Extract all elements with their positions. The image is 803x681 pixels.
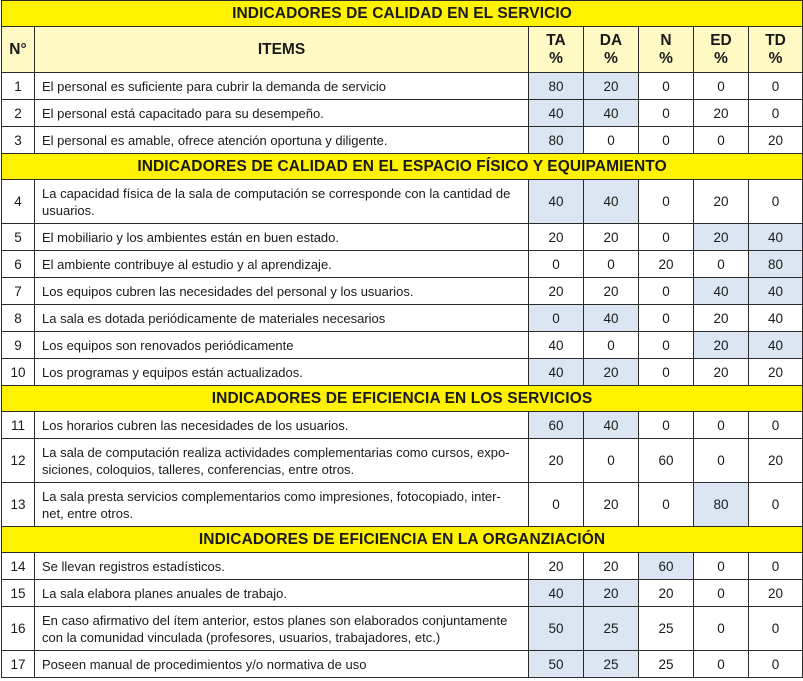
value-ta: 50 xyxy=(529,651,584,678)
section-header xyxy=(2,154,803,180)
value-da: 0 xyxy=(584,251,639,278)
value-ed: 20 xyxy=(694,359,749,386)
value-ed: 0 xyxy=(694,580,749,607)
value-da: 20 xyxy=(584,278,639,305)
table-row xyxy=(2,359,803,386)
item-text: El personal es suficiente para cubrir la demanda de servicio xyxy=(35,73,529,100)
value-ta: 50 xyxy=(529,607,584,651)
value-ed: 0 xyxy=(694,439,749,483)
value-n: 0 xyxy=(639,305,694,332)
table-row xyxy=(2,278,803,305)
row-number: 15 xyxy=(2,580,35,607)
value-n: 0 xyxy=(639,278,694,305)
value-ta: 40 xyxy=(529,332,584,359)
table-row xyxy=(2,332,803,359)
item-text: El personal está capacitado para su desempeño. xyxy=(35,100,529,127)
value-td: 0 xyxy=(749,412,803,439)
value-ta: 40 xyxy=(529,580,584,607)
section-header xyxy=(2,386,803,412)
section-title: INDICADORES DE CALIDAD EN EL ESPACIO FÍSICO Y EQUIPAMIENTO xyxy=(2,154,803,180)
column-header-row xyxy=(2,27,803,73)
col-header-items: ITEMS xyxy=(35,27,529,73)
value-ta: 20 xyxy=(529,553,584,580)
value-ta: 0 xyxy=(529,483,584,527)
value-da: 25 xyxy=(584,607,639,651)
value-ta: 20 xyxy=(529,278,584,305)
section-title: INDICADORES DE CALIDAD EN EL SERVICIO xyxy=(2,1,803,27)
row-number: 8 xyxy=(2,305,35,332)
indicators-table xyxy=(1,0,803,678)
value-da: 40 xyxy=(584,100,639,127)
row-number: 12 xyxy=(2,439,35,483)
value-n: 0 xyxy=(639,359,694,386)
value-da: 20 xyxy=(584,359,639,386)
row-number: 2 xyxy=(2,100,35,127)
value-td: 0 xyxy=(749,100,803,127)
value-n: 0 xyxy=(639,483,694,527)
value-ed: 0 xyxy=(694,412,749,439)
value-n: 0 xyxy=(639,332,694,359)
item-text: La sala es dotada periódicamente de materiales necesarios xyxy=(35,305,529,332)
table-row xyxy=(2,580,803,607)
value-ed: 20 xyxy=(694,100,749,127)
item-text: La sala elabora planes anuales de trabajo. xyxy=(35,580,529,607)
table-row xyxy=(2,251,803,278)
item-text: La sala de computación realiza actividades complementarias como cursos, expo-siciones, coloquios, talleres, conferencias, entre otros. xyxy=(35,439,529,483)
value-n: 0 xyxy=(639,73,694,100)
item-text: En caso afirmativo del ítem anterior, estos planes son elaborados conjuntamente con la comunidad vinculada (profesores, usuarios, trabajadores, etc.) xyxy=(35,607,529,651)
row-number: 10 xyxy=(2,359,35,386)
value-td: 0 xyxy=(749,607,803,651)
value-td: 20 xyxy=(749,580,803,607)
value-n: 25 xyxy=(639,607,694,651)
value-da: 0 xyxy=(584,332,639,359)
value-ed: 20 xyxy=(694,332,749,359)
value-n: 60 xyxy=(639,553,694,580)
table-row xyxy=(2,607,803,651)
item-text: Los equipos cubren las necesidades del personal y los usuarios. xyxy=(35,278,529,305)
row-number: 9 xyxy=(2,332,35,359)
value-n: 0 xyxy=(639,127,694,154)
row-number: 14 xyxy=(2,553,35,580)
item-text: Los programas y equipos están actualizados. xyxy=(35,359,529,386)
value-td: 0 xyxy=(749,73,803,100)
item-text: El ambiente contribuye al estudio y al aprendizaje. xyxy=(35,251,529,278)
value-td: 0 xyxy=(749,180,803,224)
value-td: 40 xyxy=(749,332,803,359)
item-text: Los horarios cubren las necesidades de los usuarios. xyxy=(35,412,529,439)
value-ed: 40 xyxy=(694,278,749,305)
col-header-td: TD % xyxy=(749,27,803,73)
value-td: 80 xyxy=(749,251,803,278)
item-text: El mobiliario y los ambientes están en buen estado. xyxy=(35,224,529,251)
table-row xyxy=(2,439,803,483)
item-text: La sala presta servicios complementarios como impresiones, fotocopiado, inter-net, entre otros. xyxy=(35,483,529,527)
section-header xyxy=(2,527,803,553)
value-ed: 0 xyxy=(694,73,749,100)
value-ta: 60 xyxy=(529,412,584,439)
value-n: 0 xyxy=(639,100,694,127)
value-da: 20 xyxy=(584,553,639,580)
value-td: 40 xyxy=(749,278,803,305)
value-ta: 0 xyxy=(529,305,584,332)
table-row xyxy=(2,412,803,439)
col-header-number: N° xyxy=(2,27,35,73)
table-row xyxy=(2,305,803,332)
value-ed: 0 xyxy=(694,651,749,678)
value-ed: 80 xyxy=(694,483,749,527)
value-ta: 80 xyxy=(529,73,584,100)
value-ta: 0 xyxy=(529,251,584,278)
section-title: INDICADORES DE EFICIENCIA EN LA ORGANZIACIÓN xyxy=(2,527,803,553)
value-td: 0 xyxy=(749,483,803,527)
value-ta: 40 xyxy=(529,359,584,386)
value-da: 40 xyxy=(584,305,639,332)
value-ed: 0 xyxy=(694,127,749,154)
value-da: 20 xyxy=(584,224,639,251)
item-text: El personal es amable, ofrece atención oportuna y diligente. xyxy=(35,127,529,154)
value-td: 20 xyxy=(749,127,803,154)
value-td: 20 xyxy=(749,359,803,386)
value-n: 25 xyxy=(639,651,694,678)
table-row xyxy=(2,180,803,224)
value-n: 0 xyxy=(639,412,694,439)
value-n: 0 xyxy=(639,180,694,224)
item-text: Se llevan registros estadísticos. xyxy=(35,553,529,580)
value-da: 0 xyxy=(584,439,639,483)
value-ta: 20 xyxy=(529,439,584,483)
row-number: 16 xyxy=(2,607,35,651)
table-row xyxy=(2,224,803,251)
col-header-ta: TA % xyxy=(529,27,584,73)
value-n: 0 xyxy=(639,224,694,251)
value-da: 0 xyxy=(584,127,639,154)
value-da: 40 xyxy=(584,180,639,224)
row-number: 4 xyxy=(2,180,35,224)
value-n: 20 xyxy=(639,251,694,278)
value-ta: 20 xyxy=(529,224,584,251)
table-row xyxy=(2,651,803,678)
table-row xyxy=(2,553,803,580)
value-ta: 40 xyxy=(529,100,584,127)
value-ed: 20 xyxy=(694,305,749,332)
row-number: 5 xyxy=(2,224,35,251)
table-row xyxy=(2,127,803,154)
value-ed: 20 xyxy=(694,224,749,251)
value-ed: 20 xyxy=(694,180,749,224)
item-text: Poseen manual de procedimientos y/o normativa de uso xyxy=(35,651,529,678)
value-n: 20 xyxy=(639,580,694,607)
value-da: 20 xyxy=(584,73,639,100)
value-ta: 80 xyxy=(529,127,584,154)
value-da: 20 xyxy=(584,483,639,527)
row-number: 17 xyxy=(2,651,35,678)
value-td: 20 xyxy=(749,439,803,483)
col-header-ed: ED % xyxy=(694,27,749,73)
col-header-n: N % xyxy=(639,27,694,73)
row-number: 6 xyxy=(2,251,35,278)
value-ed: 0 xyxy=(694,553,749,580)
section-title: INDICADORES DE EFICIENCIA EN LOS SERVICIOS xyxy=(2,386,803,412)
item-text: La capacidad física de la sala de computación se corresponde con la cantidad de usuarios. xyxy=(35,180,529,224)
value-da: 20 xyxy=(584,580,639,607)
item-text: Los equipos son renovados periódicamente xyxy=(35,332,529,359)
value-td: 0 xyxy=(749,553,803,580)
value-td: 40 xyxy=(749,224,803,251)
value-td: 40 xyxy=(749,305,803,332)
value-da: 25 xyxy=(584,651,639,678)
value-ed: 0 xyxy=(694,251,749,278)
row-number: 3 xyxy=(2,127,35,154)
value-ed: 0 xyxy=(694,607,749,651)
col-header-da: DA % xyxy=(584,27,639,73)
table-row xyxy=(2,483,803,527)
row-number: 1 xyxy=(2,73,35,100)
table-row xyxy=(2,100,803,127)
row-number: 7 xyxy=(2,278,35,305)
section-header xyxy=(2,1,803,27)
table-row xyxy=(2,73,803,100)
row-number: 13 xyxy=(2,483,35,527)
value-ta: 40 xyxy=(529,180,584,224)
value-td: 0 xyxy=(749,651,803,678)
value-n: 60 xyxy=(639,439,694,483)
value-da: 40 xyxy=(584,412,639,439)
row-number: 11 xyxy=(2,412,35,439)
